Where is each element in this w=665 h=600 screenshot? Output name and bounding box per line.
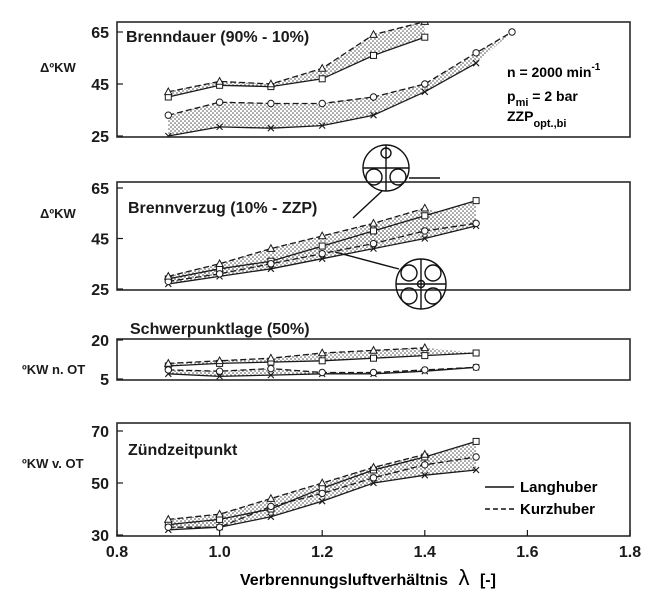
legend (485, 479, 598, 518)
operating-conditions (507, 62, 601, 130)
circle-marker (268, 100, 274, 106)
square-marker (371, 355, 377, 361)
circle-marker (370, 475, 376, 481)
triangle-marker (421, 204, 428, 211)
square-marker (371, 228, 377, 234)
circle-marker (216, 271, 222, 277)
circle-marker (268, 365, 274, 371)
legend-label-kurzhuber: Kurzhuber (520, 501, 595, 518)
square-marker (319, 76, 325, 82)
x-tick-label: 1.6 (516, 544, 539, 561)
circle-marker (509, 29, 515, 35)
x-axis-label: Verbrennungsluftverhältnis λ [-] (240, 565, 496, 590)
y-tick-label: 50 (91, 476, 109, 493)
square-marker (319, 358, 325, 364)
circle-marker (216, 524, 222, 530)
panel-plot-area (165, 344, 480, 379)
square-marker (473, 350, 479, 356)
circle-marker (319, 250, 325, 256)
square-marker (371, 52, 377, 58)
circle-marker (165, 524, 171, 530)
square-marker (473, 198, 479, 204)
circle-marker (422, 367, 428, 373)
circle-marker (473, 454, 479, 460)
panel-title: Zündzeitpunkt (128, 442, 238, 459)
circle-marker (473, 364, 479, 370)
legend-label-langhuber: Langhuber (520, 479, 598, 496)
y-tick-label: 5 (100, 372, 109, 389)
circle-marker (319, 369, 325, 375)
circle-marker (165, 367, 171, 373)
y-axis-label: ºKW v. OT (22, 456, 84, 471)
circle-marker (473, 220, 479, 226)
panel-title: Schwerpunktlage (50%) (130, 321, 310, 338)
y-axis-label: ºKW n. OT (22, 362, 86, 377)
x-tick-label: 1.0 (208, 544, 231, 561)
circle-marker (422, 81, 428, 87)
circle-marker (370, 94, 376, 100)
speed-condition: n = 2000 $\min^{-1}$ (507, 62, 601, 80)
circle-marker (268, 261, 274, 267)
y-tick-label: 65 (91, 181, 109, 198)
circle-marker (422, 228, 428, 234)
combustion-chamber-diagram-large-icon (335, 252, 446, 309)
circle-marker (216, 368, 222, 374)
x-axis (106, 530, 641, 561)
circle-marker (216, 99, 222, 105)
panel-title: Brennverzug (10% - ZZP) (128, 200, 318, 217)
y-axis-label: ΔºKW (40, 60, 76, 75)
y-tick-label: 25 (91, 129, 109, 146)
y-tick-label: 45 (91, 231, 109, 249)
circle-marker (268, 503, 274, 509)
square-marker (473, 438, 479, 444)
circle-marker (473, 50, 479, 56)
triangle-marker (421, 18, 428, 25)
x-tick-label: 1.4 (413, 544, 436, 561)
x-tick-label: 1.8 (618, 544, 642, 561)
y-tick-label: 65 (91, 25, 109, 42)
circle-marker (319, 100, 325, 106)
x-tick-label: 1.2 (311, 544, 334, 561)
square-marker (422, 213, 428, 219)
square-marker (422, 34, 428, 40)
y-tick-label: 20 (91, 333, 109, 350)
panel-3 (22, 321, 630, 389)
square-marker (319, 243, 325, 249)
y-axis-label: ΔºKW (40, 206, 76, 221)
circle-marker (319, 490, 325, 496)
panel-title: Brenndauer (90% - 10%) (126, 29, 310, 46)
x-tick-label: 0.8 (105, 544, 129, 561)
circle-marker (165, 112, 171, 118)
y-tick-label: 70 (91, 424, 109, 441)
circle-marker (370, 369, 376, 375)
y-tick-label: 45 (91, 77, 109, 94)
circle-marker (370, 240, 376, 246)
pmi-condition: $p_{mi} = 2$ bar (507, 88, 578, 109)
panel-2 (40, 181, 630, 299)
square-marker (422, 353, 428, 359)
y-tick-label: 25 (91, 282, 109, 299)
zzp-condition: $ZZP_{opt.,bi}$ (507, 108, 567, 130)
y-tick-label: 30 (91, 528, 109, 545)
circle-marker (422, 462, 428, 468)
